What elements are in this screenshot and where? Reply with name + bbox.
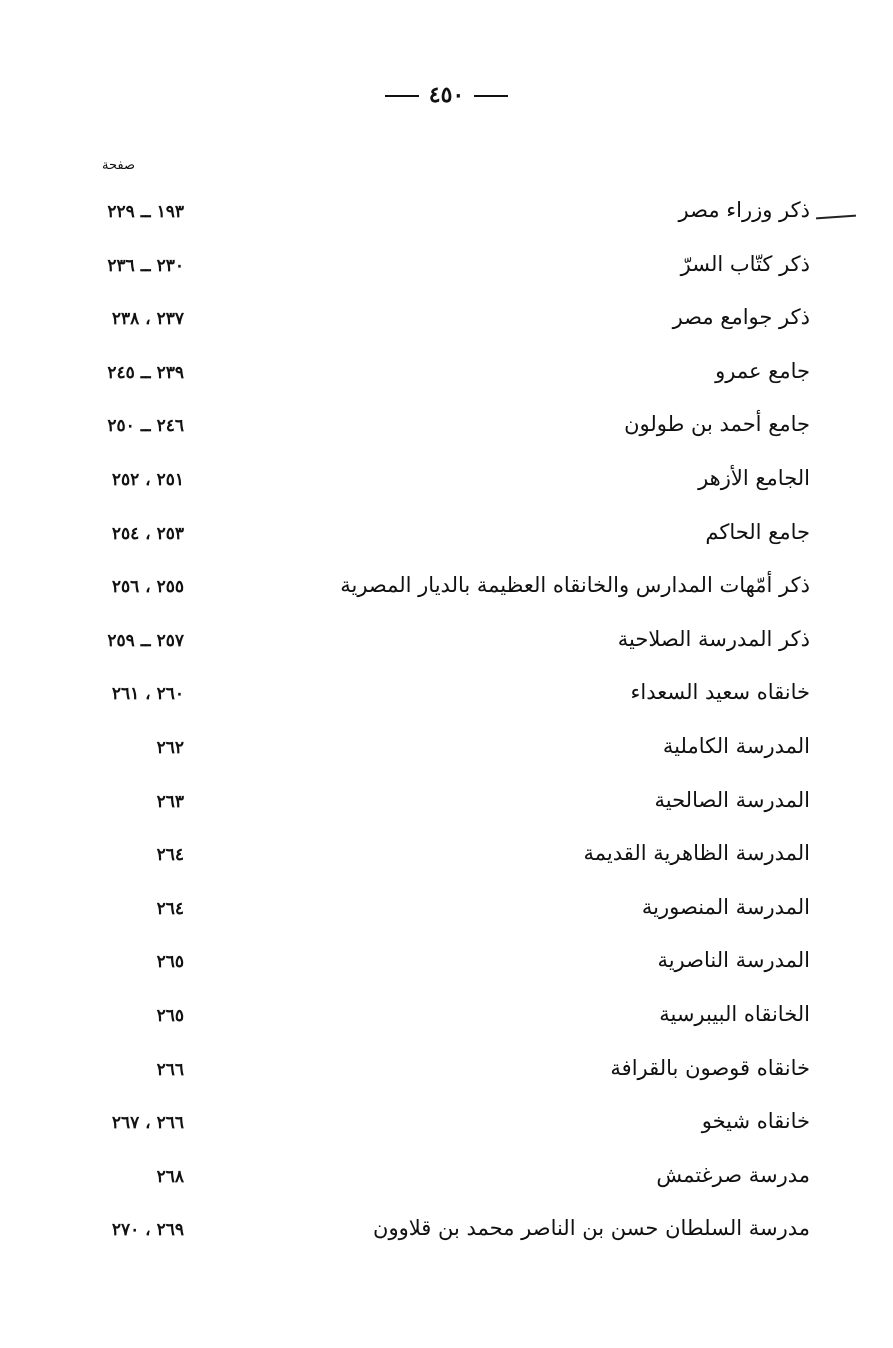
entry-title: ذكر جوامع مصر [672,305,810,330]
entry-page-range: ٢٣٩ ــ ٢٤٥ [107,362,184,383]
entry-page-range: ٢٥١ ، ٢٥٢ [111,469,184,490]
entry-page-range: ٢٦٦ ، ٢٦٧ [111,1113,184,1134]
entry-page-range: ٢٣٠ ــ ٢٣٦ [107,255,184,276]
entry-title: مدرسة صرغتمش [656,1162,810,1187]
entry-title: الخانقاه البيبرسية [659,1001,810,1026]
entry-page-range: ٢٦٥ [156,952,184,973]
entry-page-range: ٢٦٨ [156,1166,184,1187]
entry-title: المدرسة الكاملية [662,733,810,758]
toc-entry [60,942,810,996]
entry-title: المدرسة الناصرية [657,948,810,973]
page-number-header [0,82,893,108]
entry-page-range: ٢٦٤ [156,845,184,866]
entry-title: ذكر أمّهات المدارس والخانقاه العظيمة بالديار المصرية [340,573,810,598]
right-dash [474,95,508,97]
toc-entry [60,1050,810,1104]
page-number: ٤٥٠ [428,82,465,108]
toc-entry [60,406,810,460]
toc-entry [60,889,810,943]
toc-entry [60,299,810,353]
pen-stroke-mark [816,215,856,220]
entry-page-range: ٢٦٦ [156,1059,184,1080]
entry-page-range: ٢٦٠ ، ٢٦١ [111,684,184,705]
entry-page-range: ٢٥٥ ، ٢٥٦ [111,577,184,598]
entry-title: مدرسة السلطان حسن بن الناصر محمد بن قلاوون [373,1216,810,1241]
entry-title: المدرسة الصالحية [654,787,810,812]
entry-page-range: ١٩٣ ــ ٢٢٩ [107,202,184,222]
page-column-header: صفحة [102,158,135,173]
entry-title: الجامع الأزهر [698,465,810,490]
toc-entry [60,1157,810,1211]
entry-title: ذكر المدرسة الصلاحية [617,626,810,651]
entry-title: ذكر كتّاب السرّ [680,251,810,276]
entry-page-range: ٢٦٤ [156,898,184,919]
entry-title: جامع الحاكم [705,519,810,544]
entry-title: ذكر وزراء مصر [678,198,810,222]
toc-entry [60,1210,810,1264]
entry-title: خانقاه قوصون بالقرافة [610,1055,810,1080]
entry-title: خانقاه شيخو [701,1109,810,1134]
entry-page-range: ٢٥٣ ، ٢٥٤ [111,523,184,544]
entry-page-range: ٢٦٥ [156,1005,184,1026]
entry-page-range: ٢٥٧ ــ ٢٥٩ [107,630,184,651]
entry-title: جامع عمرو [715,358,810,383]
left-dash [385,95,419,97]
toc-entry [60,567,810,621]
entry-title: المدرسة الظاهرية القديمة [583,841,810,866]
entry-page-range: ٢٦٢ [156,737,184,758]
toc-entry [60,835,810,889]
toc-entry [60,514,810,568]
toc-entry [60,674,810,728]
table-of-contents [60,192,810,1264]
entry-page-range: ٢٦٣ [156,791,184,812]
toc-entry [60,353,810,407]
toc-entry [60,1103,810,1157]
entry-title: خانقاه سعيد السعداء [630,680,810,705]
toc-entry [60,621,810,675]
entry-page-range: ٢٤٦ ــ ٢٥٠ [107,416,184,437]
entry-title: جامع أحمد بن طولون [624,412,810,437]
toc-entry [60,782,810,836]
toc-entry [60,246,810,300]
entry-page-range: ٢٣٧ ، ٢٣٨ [111,309,184,330]
entry-title: المدرسة المنصورية [641,894,810,919]
toc-entry [60,996,810,1050]
toc-entry [60,460,810,514]
toc-entry [60,728,810,782]
entry-page-range: ٢٦٩ ، ٢٧٠ [111,1220,184,1241]
toc-entry [60,192,810,246]
